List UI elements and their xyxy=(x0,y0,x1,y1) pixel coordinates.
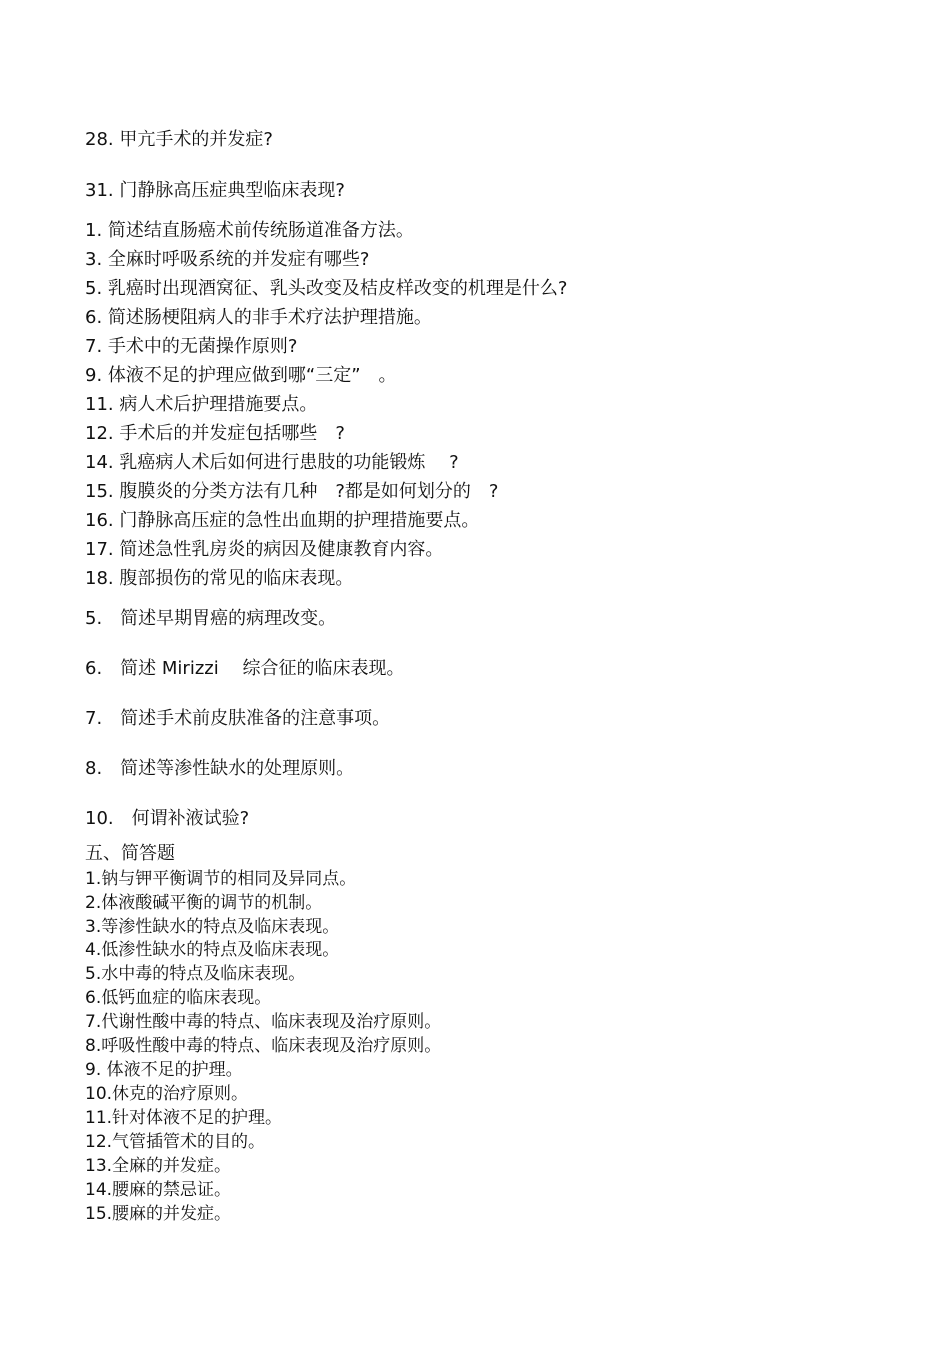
list-three-item: 10.休克的治疗原则。 xyxy=(85,1084,249,1104)
list-one-item: 15. 腹膜炎的分类方法有几种 ?都是如何划分的 ? xyxy=(85,481,499,502)
list-two-item: 7. 简述手术前皮肤准备的注意事项。 xyxy=(85,708,391,729)
list-one-item: 1. 简述结直肠癌术前传统肠道准备方法。 xyxy=(85,220,414,241)
question-31: 31. 门静脉高压症典型临床表现? xyxy=(85,180,345,201)
list-one-item: 14. 乳癌病人术后如何进行患肢的功能锻炼 ? xyxy=(85,452,459,473)
list-three-item: 7.代谢性酸中毒的特点、临床表现及治疗原则。 xyxy=(85,1012,442,1032)
list-one-item: 3. 全麻时呼吸系统的并发症有哪些? xyxy=(85,249,370,270)
list-one-item: 11. 病人术后护理措施要点。 xyxy=(85,394,318,415)
list-three-item: 5.水中毒的特点及临床表现。 xyxy=(85,964,306,984)
list-two-item: 6. 简述 Mirizzi 综合征的临床表现。 xyxy=(85,658,405,679)
list-three-item: 2.体液酸碱平衡的调节的机制。 xyxy=(85,893,323,913)
list-three-item: 12.气管插管术的目的。 xyxy=(85,1132,266,1152)
list-three-item: 8.呼吸性酸中毒的特点、临床表现及治疗原则。 xyxy=(85,1036,442,1056)
list-three-item: 9. 体液不足的护理。 xyxy=(85,1060,243,1080)
list-two-item: 8. 简述等渗性缺水的处理原则。 xyxy=(85,758,355,779)
list-one-item: 17. 简述急性乳房炎的病因及健康教育内容。 xyxy=(85,539,444,560)
list-three-item: 4.低渗性缺水的特点及临床表现。 xyxy=(85,940,340,960)
list-one-item: 6. 简述肠梗阻病人的非手术疗法护理措施。 xyxy=(85,307,432,328)
list-one-item: 5. 乳癌时出现酒窝征、乳头改变及桔皮样改变的机理是什么? xyxy=(85,278,568,299)
list-three-item: 1.钠与钾平衡调节的相同及异同点。 xyxy=(85,869,357,889)
list-three-item: 13.全麻的并发症。 xyxy=(85,1156,232,1176)
list-one-item: 12. 手术后的并发症包括哪些 ? xyxy=(85,423,345,444)
list-three-item: 14.腰麻的禁忌证。 xyxy=(85,1180,232,1200)
list-one-item: 7. 手术中的无菌操作原则? xyxy=(85,336,298,357)
list-three-item: 11.针对体液不足的护理。 xyxy=(85,1108,283,1128)
list-two-item: 10. 何谓补液试验? xyxy=(85,808,250,829)
question-28: 28. 甲亢手术的并发症? xyxy=(85,129,273,150)
section-heading: 五、简答题 xyxy=(85,843,175,864)
list-one-item: 18. 腹部损伤的常见的临床表现。 xyxy=(85,568,354,589)
list-three-item: 15.腰麻的并发症。 xyxy=(85,1204,232,1224)
list-three-item: 3.等渗性缺水的特点及临床表现。 xyxy=(85,917,340,937)
list-one-item: 16. 门静脉高压症的急性出血期的护理措施要点。 xyxy=(85,510,480,531)
list-one-item: 9. 体液不足的护理应做到哪“三定” 。 xyxy=(85,365,397,386)
list-three-item: 6.低钙血症的临床表现。 xyxy=(85,988,272,1008)
list-two-item: 5. 简述早期胃癌的病理改变。 xyxy=(85,608,337,629)
